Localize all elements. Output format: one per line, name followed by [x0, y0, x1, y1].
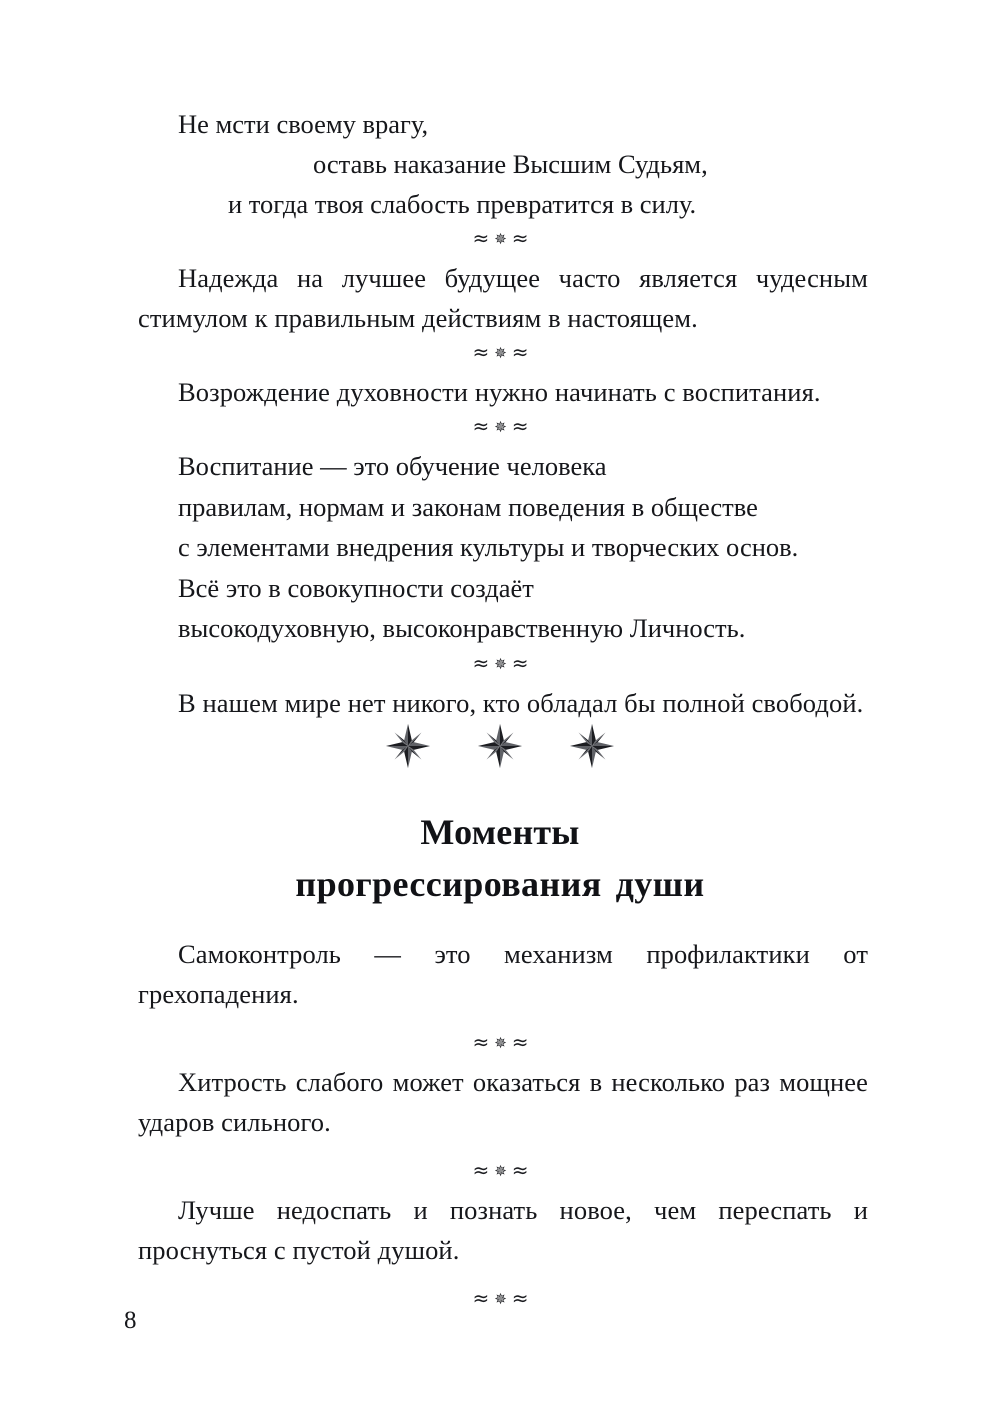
aphorism-paragraph: В нашем мире нет никого, кто обладал бы полной свободой.: [178, 687, 864, 718]
verse-block: [138, 104, 868, 224]
tilde-left-icon: ≈: [472, 1286, 495, 1310]
star-ornament-row: [0, 722, 1000, 792]
tilde-right-icon: ≈: [511, 1158, 534, 1182]
rosette-icon: ✵: [494, 418, 512, 436]
tilde-right-icon: ≈: [511, 340, 534, 364]
tilde-right-icon: ≈: [511, 226, 534, 250]
aphorism-paragraph: Возрождение духовности нужно начинать с воспитания.: [178, 377, 821, 407]
stanza-line-4: Всё это в совокупности создаёт: [178, 572, 534, 603]
ornament-group: [472, 1027, 533, 1063]
tilde-left-icon: ≈: [472, 226, 495, 250]
aphorism-paragraph: Самоконтроль — это механизм профилактики от грехопадения.: [138, 939, 868, 1009]
section-heading-word-2: души: [615, 864, 705, 904]
stanza-line-2: правилам, нормам и законам поведения в обществе: [178, 491, 758, 522]
verse-line-1: Не мсти своему врагу,: [178, 109, 429, 139]
tilde-left-icon: ≈: [472, 340, 495, 364]
lower-text-column: [138, 934, 868, 1318]
tilde-right-icon: ≈: [511, 650, 534, 675]
rosette-icon: ✵: [494, 1034, 512, 1052]
section-heading-word-1: прогрессирования: [295, 864, 602, 904]
stanza-line-3: с элементами внедрения культуры и творческих основ.: [178, 532, 799, 562]
compass-star-icon: [568, 722, 616, 770]
tilde-right-icon: ≈: [511, 414, 534, 438]
stanza-line-1: Воспитание — это обучение человека: [178, 451, 607, 481]
rosette-icon: ✵: [494, 654, 512, 673]
rosette-icon: ✵: [494, 344, 512, 362]
ornament-group: [472, 648, 533, 684]
tilde-right-icon: ≈: [511, 1286, 534, 1310]
section-heading-line-2: [0, 858, 1000, 910]
divider-ornament: [138, 412, 868, 446]
stanza-block: [138, 446, 868, 649]
ornament-group: [472, 223, 533, 259]
rosette-icon: ✵: [494, 230, 512, 248]
tilde-right-icon: ≈: [511, 1030, 534, 1054]
stanza-line-5: высокодуховную, высоконравственную Личность.: [178, 613, 746, 643]
tilde-left-icon: ≈: [472, 1158, 495, 1182]
divider-ornament: [138, 1156, 868, 1190]
verse-line-2: оставь наказание Высшим Судьям,: [313, 149, 708, 179]
ornament-group: [472, 337, 533, 373]
compass-star-icon: [384, 722, 432, 770]
verse-line-3: и тогда твоя слабость превратится в силу.: [228, 189, 697, 219]
divider-ornament: [138, 224, 868, 258]
aphorism-paragraph: Лучше недоспать и познать новое, чем переспать и проснуться с пустой душой.: [138, 1195, 868, 1265]
rosette-icon: ✵: [494, 1290, 512, 1308]
ornament-group: [472, 1155, 533, 1191]
section-heading-line-1: Моменты: [420, 812, 580, 852]
section-heading: [0, 806, 1000, 910]
divider-ornament: [138, 1028, 868, 1062]
tilde-left-icon: ≈: [472, 650, 495, 675]
divider-ornament: [138, 1284, 868, 1318]
ornament-group: [472, 411, 533, 447]
compass-star-icon: [476, 722, 524, 770]
aphorism-paragraph: Хитрость слабого может оказаться в несколько раз мощнее ударов сильного.: [138, 1067, 868, 1137]
upper-text-column: [138, 104, 868, 723]
ornament-group: [472, 1283, 533, 1319]
tilde-left-icon: ≈: [472, 414, 495, 438]
divider-ornament: [138, 649, 868, 683]
divider-ornament: [138, 338, 868, 372]
tilde-left-icon: ≈: [472, 1030, 495, 1054]
page-number: 8: [124, 1307, 137, 1334]
rosette-icon: ✵: [494, 1162, 512, 1180]
aphorism-paragraph: Надежда на лучшее будущее часто является чудесным стимулом к правильным действиям в настоящем.: [138, 263, 868, 333]
